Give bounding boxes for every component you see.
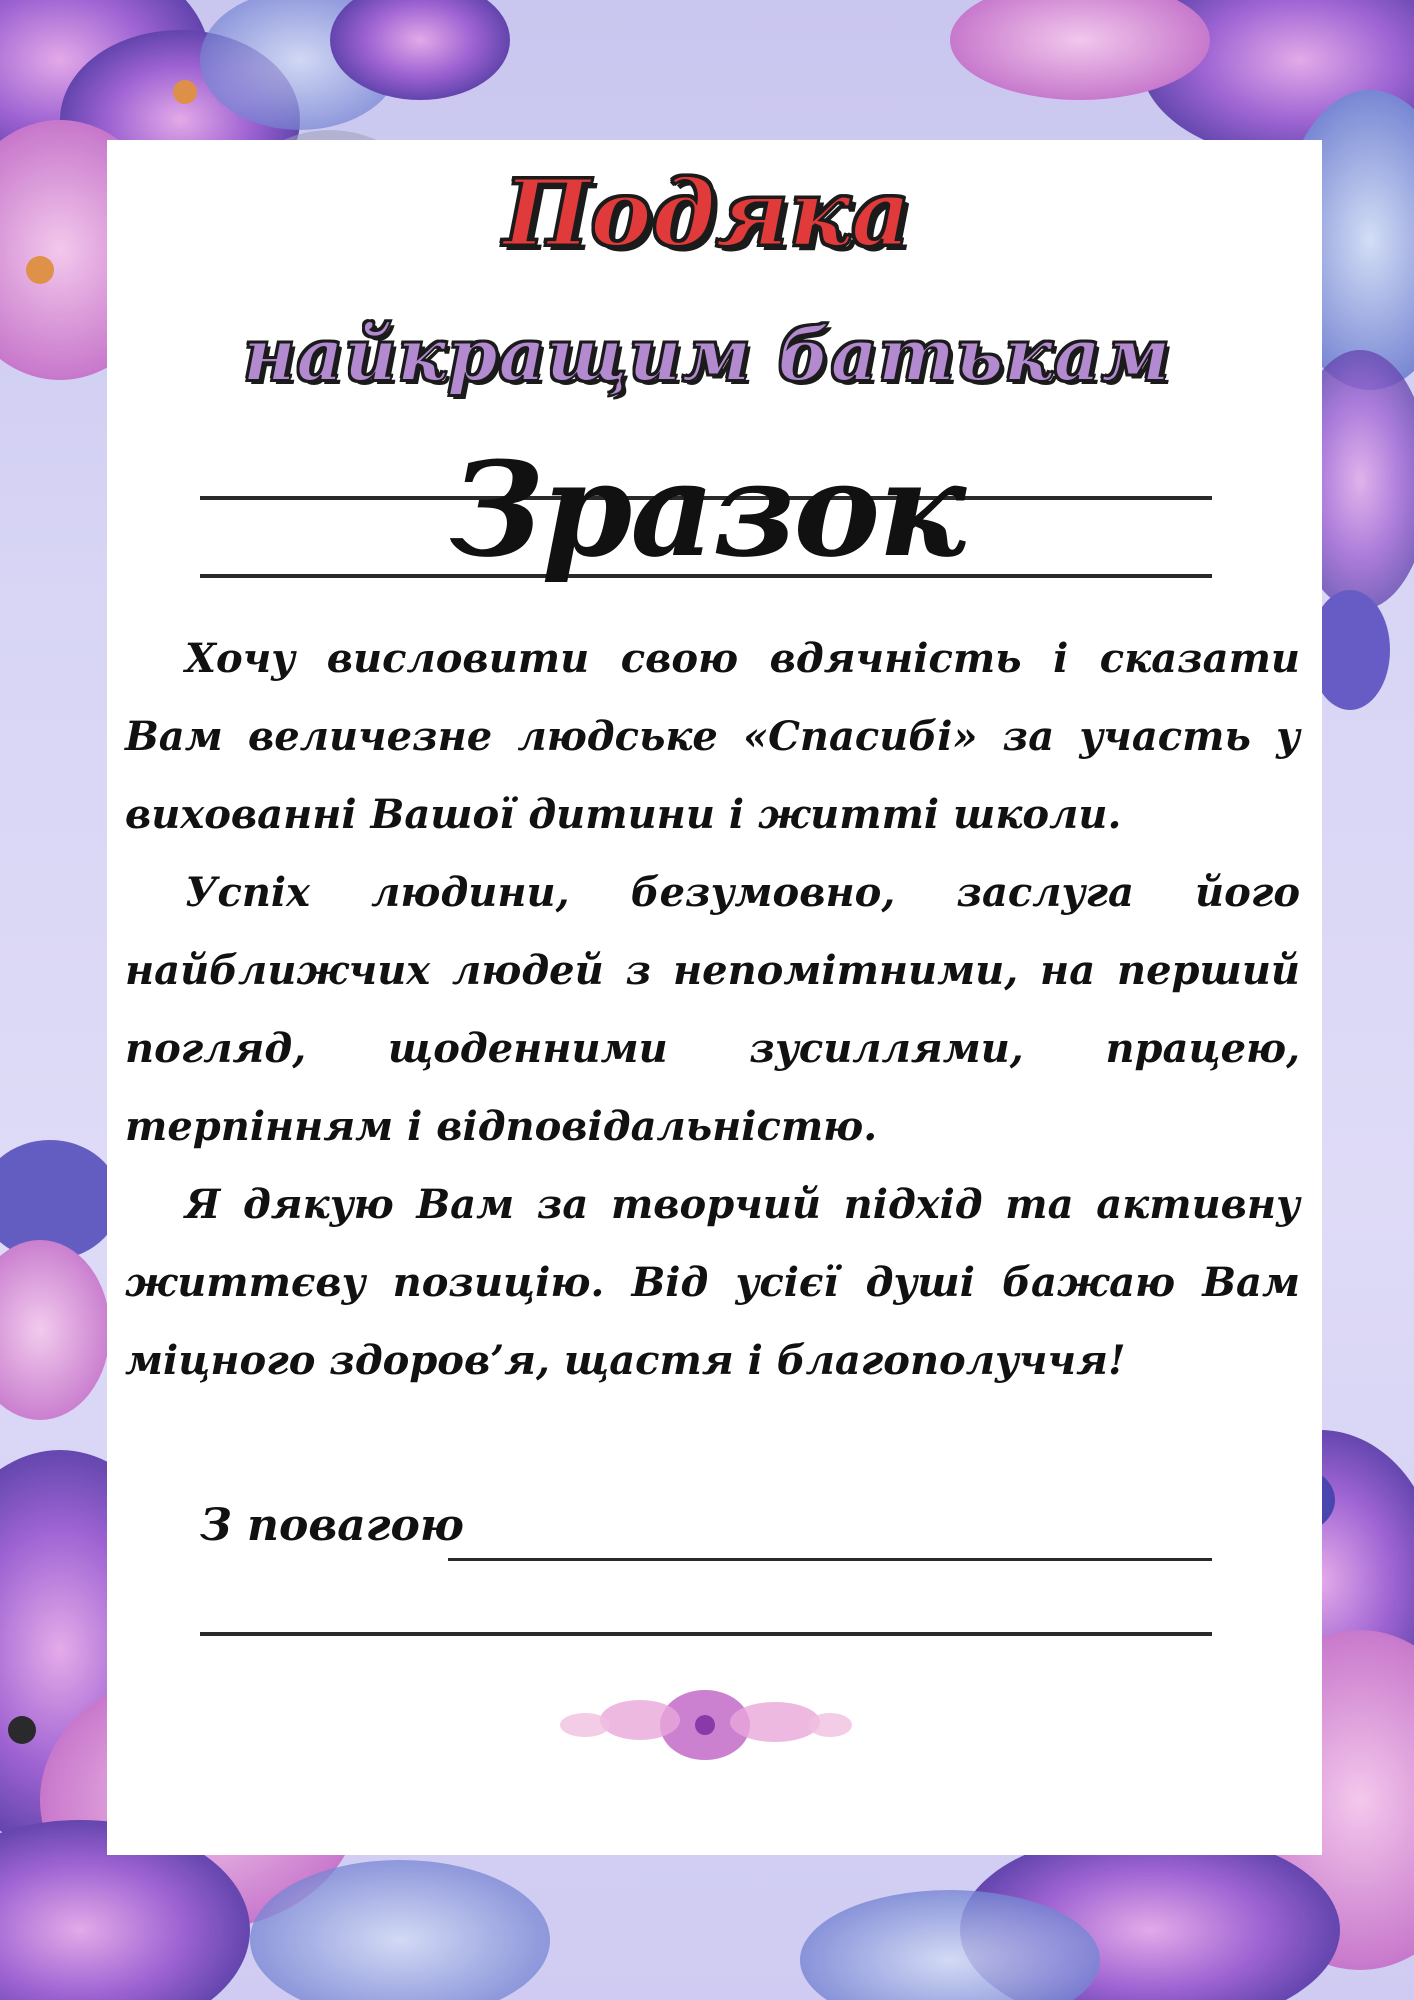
signature-line	[448, 1558, 1212, 1561]
paragraph: Успіх людини, безумовно, заслуга його найближчих людей з непомітними, на перший погляд, щоденними зусиллями, працею, терпінням і відповідальністю.	[125, 869, 1300, 1150]
certificate-subtitle: найкращим батькам	[243, 312, 1171, 397]
closing-text: З повагою	[200, 1500, 464, 1551]
signature-name-line	[200, 1632, 1212, 1636]
paragraph: Хочу висловити свою вдячність і сказати Вам величезне людське «Спасибі» за участь у вихованні Вашої дитини і житті школи.	[125, 635, 1300, 838]
certificate-title: Подяка	[503, 159, 911, 267]
paragraph: Я дякую Вам за творчий підхід та активну життєву позицію. Від усієї душі бажаю Вам міцного здоров’я, щастя і благополуччя!	[125, 1181, 1300, 1384]
flower-bouquet-left	[0, 1140, 120, 1420]
flower-ornament-center	[555, 1680, 855, 1770]
certificate-text	[125, 620, 1300, 1400]
recipient-name: Зразок	[449, 433, 965, 586]
